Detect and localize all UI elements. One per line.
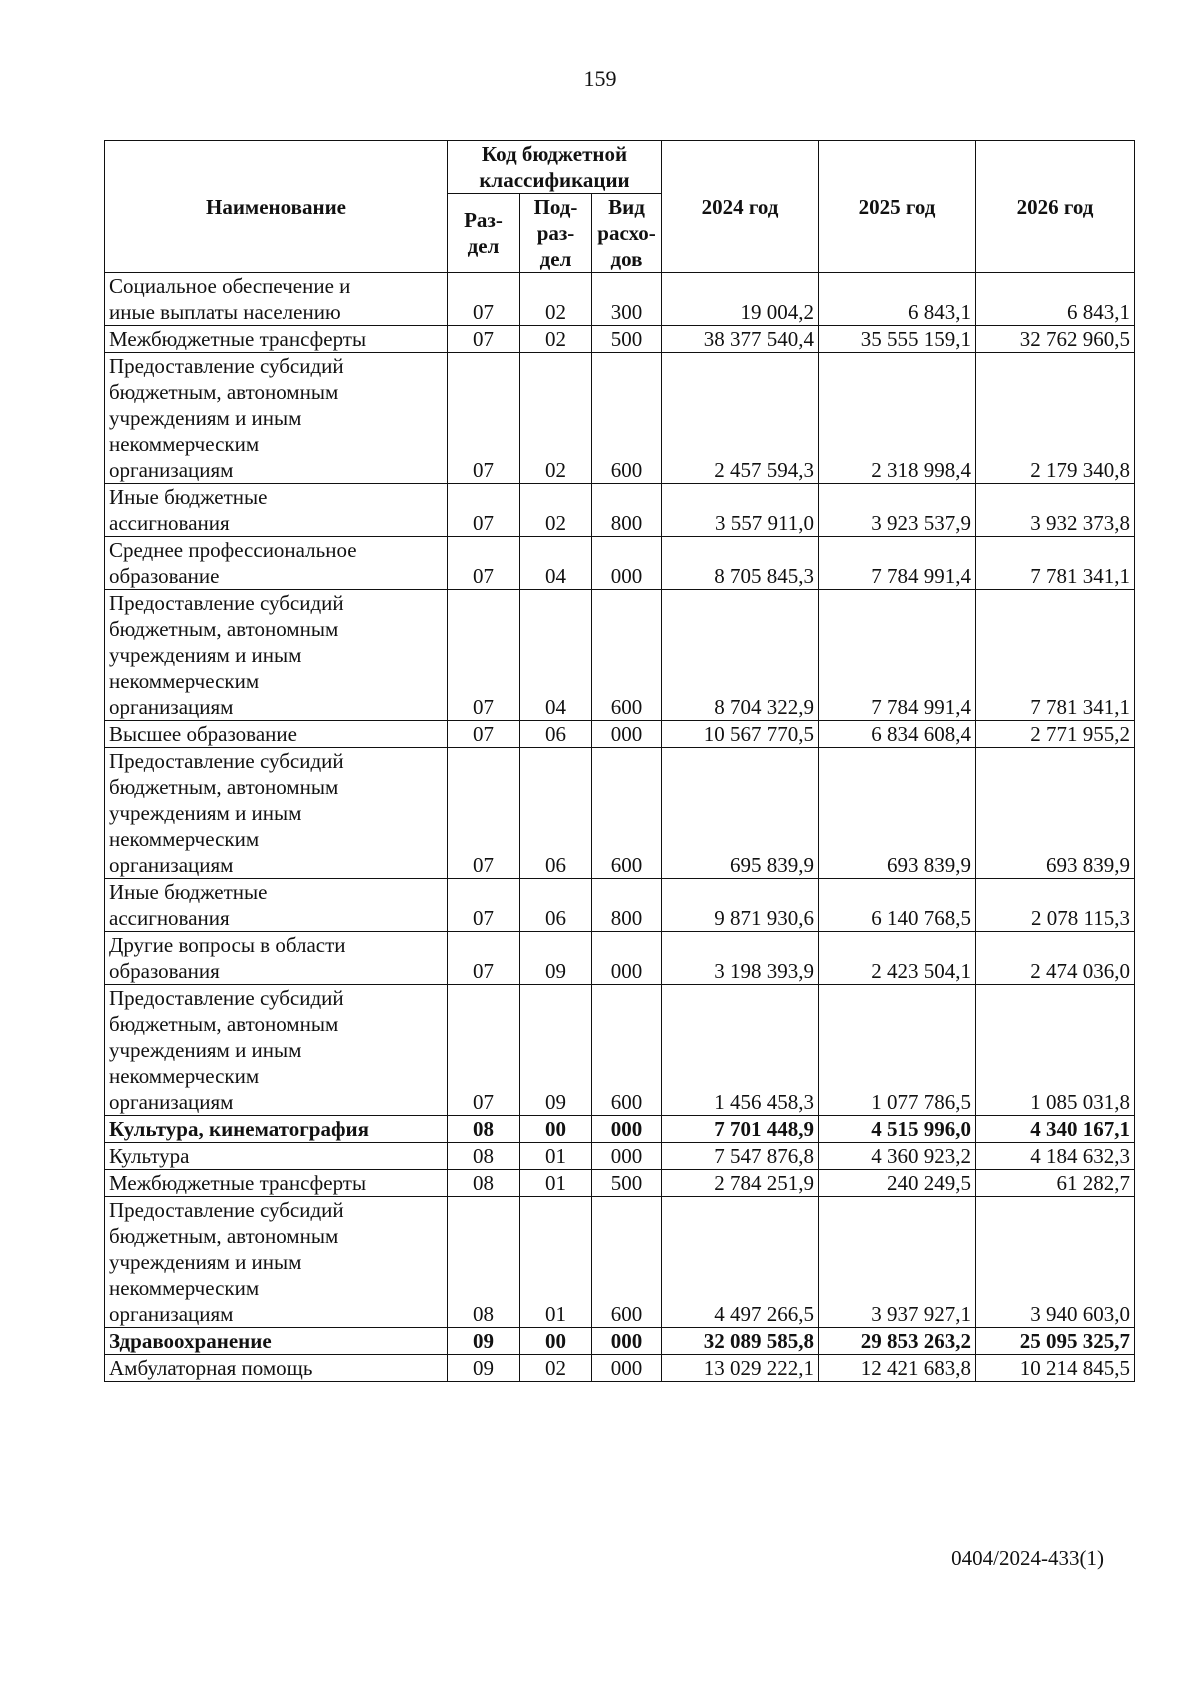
- table-header: [105, 141, 1135, 273]
- row-name: Предоставление субсидий бюджетным, автономным учреждениям и иным некоммерческим организациям: [105, 748, 448, 879]
- row-vid: 000: [592, 1143, 662, 1170]
- table-row: [105, 1197, 1135, 1328]
- row-2026: 2 078 115,3: [976, 879, 1135, 932]
- row-razdel: 08: [448, 1197, 520, 1328]
- row-2025: 2 318 998,4: [819, 353, 976, 484]
- row-vid: 000: [592, 721, 662, 748]
- row-razdel: 07: [448, 721, 520, 748]
- row-razdel: 09: [448, 1355, 520, 1382]
- row-2024: 10 567 770,5: [662, 721, 819, 748]
- header-2026: 2026 год: [976, 141, 1135, 273]
- row-2024: 3 198 393,9: [662, 932, 819, 985]
- row-razdel: 07: [448, 484, 520, 537]
- document-code: 0404/2024-433(1): [951, 1546, 1104, 1570]
- row-razdel: 07: [448, 879, 520, 932]
- row-name: Иные бюджетные ассигнования: [105, 879, 448, 932]
- row-podrazdel: 09: [520, 932, 592, 985]
- row-2025: 6 843,1: [819, 273, 976, 326]
- table-row: [105, 1116, 1135, 1143]
- header-vid: Вид расхо- дов: [592, 194, 662, 273]
- table-row: [105, 537, 1135, 590]
- row-name: Культура: [105, 1143, 448, 1170]
- table-row: [105, 932, 1135, 985]
- table-row: [105, 353, 1135, 484]
- table-row: [105, 748, 1135, 879]
- row-2025: 240 249,5: [819, 1170, 976, 1197]
- row-razdel: 08: [448, 1143, 520, 1170]
- table-row: [105, 484, 1135, 537]
- page-number: 159: [583, 66, 617, 91]
- row-2026: 7 781 341,1: [976, 590, 1135, 721]
- table-row: [105, 326, 1135, 353]
- row-2024: 8 704 322,9: [662, 590, 819, 721]
- row-name: Иные бюджетные ассигнования: [105, 484, 448, 537]
- row-2025: 7 784 991,4: [819, 590, 976, 721]
- header-podrazdel: Под- раз- дел: [520, 194, 592, 273]
- row-name: Социальное обеспечение и иные выплаты населению: [105, 273, 448, 326]
- row-vid: 000: [592, 537, 662, 590]
- table-row: [105, 1170, 1135, 1197]
- row-2025: 3 937 927,1: [819, 1197, 976, 1328]
- table-row: [105, 1328, 1135, 1355]
- table-row: [105, 721, 1135, 748]
- row-2025: 4 515 996,0: [819, 1116, 976, 1143]
- row-name: Предоставление субсидий бюджетным, автономным учреждениям и иным некоммерческим организациям: [105, 353, 448, 484]
- row-podrazdel: 02: [520, 326, 592, 353]
- row-2025: 693 839,9: [819, 748, 976, 879]
- row-podrazdel: 02: [520, 1355, 592, 1382]
- row-razdel: 07: [448, 932, 520, 985]
- row-razdel: 08: [448, 1170, 520, 1197]
- table-row: [105, 1143, 1135, 1170]
- row-vid: 000: [592, 932, 662, 985]
- header-name: Наименование: [105, 141, 448, 273]
- row-podrazdel: 04: [520, 590, 592, 721]
- row-2026: 4 184 632,3: [976, 1143, 1135, 1170]
- row-2025: 12 421 683,8: [819, 1355, 976, 1382]
- header-code-group: Код бюджетной классификации: [448, 141, 662, 194]
- row-podrazdel: 02: [520, 273, 592, 326]
- row-2026: 7 781 341,1: [976, 537, 1135, 590]
- row-podrazdel: 01: [520, 1143, 592, 1170]
- row-2026: 2 474 036,0: [976, 932, 1135, 985]
- row-2024: 9 871 930,6: [662, 879, 819, 932]
- row-2025: 2 423 504,1: [819, 932, 976, 985]
- row-2026: 2 179 340,8: [976, 353, 1135, 484]
- row-vid: 800: [592, 484, 662, 537]
- row-vid: 300: [592, 273, 662, 326]
- row-name: Межбюджетные трансферты: [105, 326, 448, 353]
- row-2024: 19 004,2: [662, 273, 819, 326]
- row-2026: 1 085 031,8: [976, 985, 1135, 1116]
- header-2024: 2024 год: [662, 141, 819, 273]
- table-row: [105, 985, 1135, 1116]
- row-vid: 600: [592, 1197, 662, 1328]
- row-vid: 600: [592, 748, 662, 879]
- row-2025: 6 834 608,4: [819, 721, 976, 748]
- row-2026: 32 762 960,5: [976, 326, 1135, 353]
- row-2025: 7 784 991,4: [819, 537, 976, 590]
- row-name: Предоставление субсидий бюджетным, автономным учреждениям и иным некоммерческим организациям: [105, 590, 448, 721]
- row-podrazdel: 01: [520, 1197, 592, 1328]
- row-2024: 4 497 266,5: [662, 1197, 819, 1328]
- row-2024: 8 705 845,3: [662, 537, 819, 590]
- row-vid: 000: [592, 1116, 662, 1143]
- row-2025: 1 077 786,5: [819, 985, 976, 1116]
- row-2026: 25 095 325,7: [976, 1328, 1135, 1355]
- row-razdel: 07: [448, 537, 520, 590]
- table-row: [105, 273, 1135, 326]
- row-name: Здравоохранение: [105, 1328, 448, 1355]
- row-podrazdel: 06: [520, 721, 592, 748]
- row-2026: 10 214 845,5: [976, 1355, 1135, 1382]
- row-vid: 600: [592, 590, 662, 721]
- row-podrazdel: 00: [520, 1116, 592, 1143]
- row-2025: 3 923 537,9: [819, 484, 976, 537]
- row-vid: 800: [592, 879, 662, 932]
- row-2024: 38 377 540,4: [662, 326, 819, 353]
- row-podrazdel: 02: [520, 353, 592, 484]
- row-2024: 7 701 448,9: [662, 1116, 819, 1143]
- row-razdel: 07: [448, 273, 520, 326]
- row-vid: 600: [592, 353, 662, 484]
- row-2024: 32 089 585,8: [662, 1328, 819, 1355]
- row-2026: 61 282,7: [976, 1170, 1135, 1197]
- table-row: [105, 879, 1135, 932]
- row-razdel: 09: [448, 1328, 520, 1355]
- row-name: Среднее профессиональное образование: [105, 537, 448, 590]
- row-2024: 2 784 251,9: [662, 1170, 819, 1197]
- budget-table: [104, 140, 1135, 1382]
- row-2024: 1 456 458,3: [662, 985, 819, 1116]
- row-razdel: 07: [448, 748, 520, 879]
- row-name: Амбулаторная помощь: [105, 1355, 448, 1382]
- row-razdel: 07: [448, 353, 520, 484]
- row-2026: 6 843,1: [976, 273, 1135, 326]
- row-name: Предоставление субсидий бюджетным, автономным учреждениям и иным некоммерческим организациям: [105, 1197, 448, 1328]
- row-name: Культура, кинематография: [105, 1116, 448, 1143]
- row-razdel: 07: [448, 326, 520, 353]
- row-vid: 500: [592, 1170, 662, 1197]
- row-2026: 693 839,9: [976, 748, 1135, 879]
- row-2024: 3 557 911,0: [662, 484, 819, 537]
- row-name: Другие вопросы в области образования: [105, 932, 448, 985]
- table-body: [105, 273, 1135, 1382]
- row-podrazdel: 06: [520, 879, 592, 932]
- row-razdel: 07: [448, 590, 520, 721]
- row-2026: 4 340 167,1: [976, 1116, 1135, 1143]
- row-podrazdel: 06: [520, 748, 592, 879]
- row-2024: 695 839,9: [662, 748, 819, 879]
- row-2026: 2 771 955,2: [976, 721, 1135, 748]
- row-podrazdel: 00: [520, 1328, 592, 1355]
- row-2024: 13 029 222,1: [662, 1355, 819, 1382]
- row-vid: 500: [592, 326, 662, 353]
- row-vid: 000: [592, 1328, 662, 1355]
- row-2024: 2 457 594,3: [662, 353, 819, 484]
- header-2025: 2025 год: [819, 141, 976, 273]
- row-podrazdel: 02: [520, 484, 592, 537]
- row-razdel: 08: [448, 1116, 520, 1143]
- table-row: [105, 1355, 1135, 1382]
- row-2025: 29 853 263,2: [819, 1328, 976, 1355]
- row-2026: 3 932 373,8: [976, 484, 1135, 537]
- row-2025: 35 555 159,1: [819, 326, 976, 353]
- row-vid: 600: [592, 985, 662, 1116]
- row-razdel: 07: [448, 985, 520, 1116]
- table-row: [105, 590, 1135, 721]
- row-name: Предоставление субсидий бюджетным, автономным учреждениям и иным некоммерческим организациям: [105, 985, 448, 1116]
- row-vid: 000: [592, 1355, 662, 1382]
- row-2025: 4 360 923,2: [819, 1143, 976, 1170]
- row-podrazdel: 09: [520, 985, 592, 1116]
- header-razdel: Раз- дел: [448, 194, 520, 273]
- row-name: Межбюджетные трансферты: [105, 1170, 448, 1197]
- row-2025: 6 140 768,5: [819, 879, 976, 932]
- row-name: Высшее образование: [105, 721, 448, 748]
- row-podrazdel: 04: [520, 537, 592, 590]
- row-2026: 3 940 603,0: [976, 1197, 1135, 1328]
- row-podrazdel: 01: [520, 1170, 592, 1197]
- row-2024: 7 547 876,8: [662, 1143, 819, 1170]
